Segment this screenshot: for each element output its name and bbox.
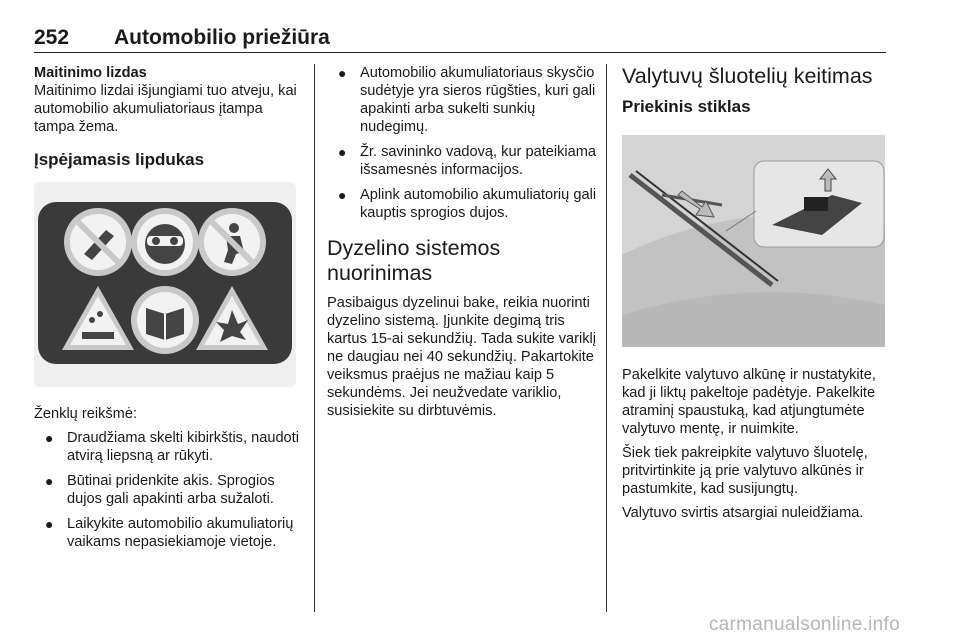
page-title: Automobilio priežiūra xyxy=(114,26,330,49)
keep-children-away-icon xyxy=(198,208,266,276)
diesel-bleeding-text: Pasibaigus dyzelinui bake, reikia nuorinti dyzelino sistemą. Įjunkite degimą tris kartus 15-ai sekundžių. Tada sukite variklį ne daugiau nei 40 sekundžių. Pakartokite veiksmus praėjus ne mažiau kaip 5 sekundėms. Jei neužvedate variklio, susisiekite su dirbtuvėmis. xyxy=(327,295,597,419)
signs-meaning-label: Ženklų reikšmė: xyxy=(34,406,137,422)
wiper-step-2: Šiek tiek pakreipkite valytuvo šluotelę, pritvirtinkite ją prie valytuvo alkūnės ir pastumkite, kad susijungtų. xyxy=(622,445,868,497)
eye-protection-icon xyxy=(131,208,199,276)
windscreen-subheading: Priekinis stiklas xyxy=(622,97,751,116)
wiper-step-1: Pakelkite valytuvo alkūnę ir nustatykite, kad ji liktų pakeltoje padėtyje. Pakelkite atraminį spaustuką, kad atjungtumėte valytuvo mentę, ir nuimkite. xyxy=(622,367,876,437)
warning-label-figure xyxy=(34,182,296,387)
signs-list xyxy=(34,429,304,551)
no-fire-icon xyxy=(64,208,132,276)
wiper-blade-figure xyxy=(622,135,885,347)
column-divider xyxy=(606,64,607,612)
list-item: ● Automobilio akumuliatoriaus skysčio sudėtyje yra sieros rūgšties, kuri gali apakinti arba sukelti sunkių nudegimų. xyxy=(338,65,596,135)
battery-warnings-list xyxy=(327,64,597,222)
column-middle xyxy=(327,64,597,426)
list-item: ● Žr. savininko vadovą, kur pateikiama išsamesnės informacijos. xyxy=(338,144,597,178)
wiper-step-3: Valytuvo svirtis atsargiai nuleidžiama. xyxy=(622,505,864,521)
page-number: 252 xyxy=(34,26,70,49)
column-divider xyxy=(314,64,315,612)
list-item: ● Aplink automobilio akumuliatorių gali kauptis sprogios dujos. xyxy=(338,187,597,221)
list-item: ● Būtinai pridenkite akis. Sprogios dujos gali apakinti arba sužaloti. xyxy=(45,473,275,507)
power-socket-text: Maitinimo lizdai išjungiami tuo atveju, kai automobilio akumuliatoriaus įtampa tampa žema. xyxy=(34,83,297,135)
bullet-icon: ● xyxy=(338,65,347,81)
page-header xyxy=(34,26,886,53)
bullet-icon: ● xyxy=(45,473,54,489)
bullet-icon: ● xyxy=(45,430,54,446)
list-item: ● Laikykite automobilio akumuliatorių vaikams nepasiekiamoje vietoje. xyxy=(45,516,294,550)
wiper-replacement-heading: Valytuvų šluotelių keitimas xyxy=(622,64,873,88)
bullet-icon: ● xyxy=(338,144,347,160)
power-socket-heading: Maitinimo lizdas xyxy=(34,65,147,81)
bullet-icon: ● xyxy=(45,516,54,532)
warning-label-graphic xyxy=(34,182,296,387)
diesel-bleeding-heading: Dyzelino sistemos nuorinimas xyxy=(327,236,501,285)
column-left xyxy=(34,64,304,558)
read-manual-icon xyxy=(131,286,199,354)
list-item: ● Draudžiama skelti kibirkštis, naudoti atvirą liepsną ar rūkyti. xyxy=(45,430,299,464)
column-right xyxy=(622,64,892,528)
warning-label-heading: Įspėjamasis lipdukas xyxy=(34,150,205,169)
watermark: carmanualsonline.info xyxy=(708,614,900,635)
bullet-icon: ● xyxy=(338,187,347,203)
